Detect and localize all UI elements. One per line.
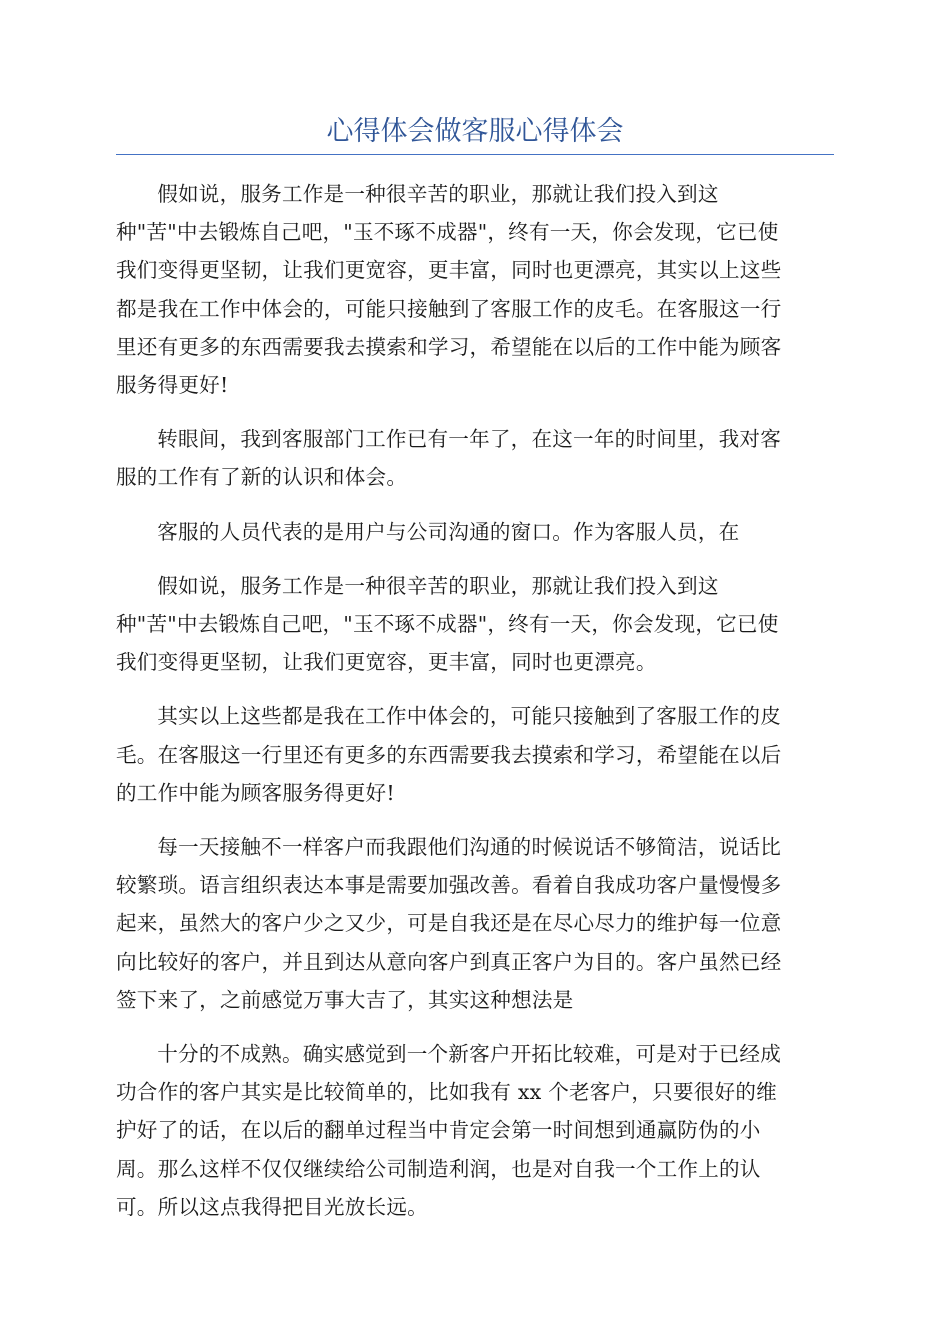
text-line: 我们变得更坚韧，让我们更宽容，更丰富，同时也更漂亮，其实以上这些 <box>116 258 782 283</box>
text-line: 都是我在工作中体会的，可能只接触到了客服工作的皮毛。在客服这一行 <box>116 296 782 321</box>
text-line: 每一天接触不一样客户而我跟他们沟通的时候说话不够简洁，说话比 <box>157 835 781 860</box>
text-line: 护好了的话，在以后的翻单过程当中肯定会第一时间想到通赢防伪的小 <box>116 1118 761 1143</box>
paragraph <box>116 567 834 682</box>
text-line: 十分的不成熟。确实感觉到一个新客户开拓比较难，可是对于已经成 <box>157 1042 781 1067</box>
text-line: 种"苦"中去锻炼自己吧，"玉不琢不成器"，终有一天，你会发现，它已使 <box>116 220 779 245</box>
document-body <box>116 175 834 1242</box>
text-line: 毛。在客服这一行里还有更多的东西需要我去摸索和学习，希望能在以后 <box>116 742 782 767</box>
text-line: 种"苦"中去锻炼自己吧，"玉不琢不成器"，终有一天，你会发现，它已使 <box>116 612 779 637</box>
text-line: 其实以上这些都是我在工作中体会的，可能只接触到了客服工作的皮 <box>157 704 781 729</box>
text-line: 假如说，服务工作是一种很辛苦的职业，那就让我们投入到这 <box>157 573 719 598</box>
paragraph <box>116 1035 834 1226</box>
text-line: 签下来了，之前感觉万事大吉了，其实这种想法是 <box>116 987 574 1012</box>
document-title: 心得体会做客服心得体会 <box>326 116 624 147</box>
paragraph <box>116 828 834 1019</box>
paragraph <box>116 420 834 496</box>
text-line: 周。那么这样不仅仅继续给公司制造利润，也是对自我一个工作上的认 <box>116 1156 761 1181</box>
text-line: 的工作中能为顾客服务得更好! <box>116 780 395 805</box>
text-line: 里还有更多的东西需要我去摸索和学习，希望能在以后的工作中能为顾客 <box>116 334 782 359</box>
text-line: 客服的人员代表的是用户与公司沟通的窗口。作为客服人员，在 <box>157 519 740 544</box>
text-line: 服务得更好! <box>116 373 229 398</box>
paragraph <box>116 175 834 404</box>
text-line: 转眼间，我到客服部门工作已有一年了，在这一年的时间里，我对客 <box>157 427 781 452</box>
text-line: 可。所以这点我得把目光放长远。 <box>116 1194 428 1219</box>
text-line: 向比较好的客户，并且到达从意向客户到真正客户为目的。客户虽然已经 <box>116 949 782 974</box>
text-line: 服的工作有了新的认识和体会。 <box>116 465 408 490</box>
paragraph <box>116 697 834 812</box>
text-line: 我们变得更坚韧，让我们更宽容，更丰富，同时也更漂亮。 <box>116 650 657 675</box>
title-underline <box>116 154 834 155</box>
text-line: 起来，虽然大的客户少之又少，可是自我还是在尽心尽力的维护每一位意 <box>116 911 782 936</box>
text-line: 假如说，服务工作是一种很辛苦的职业，那就让我们投入到这 <box>157 182 719 206</box>
text-line: 功合作的客户其实是比较简单的，比如我有 xx 个老客户，只要很好的维 <box>116 1080 777 1105</box>
paragraph <box>116 513 834 551</box>
text-line: 较繁琐。语言组织表达本事是需要加强改善。看着自我成功客户量慢慢多 <box>116 873 782 898</box>
